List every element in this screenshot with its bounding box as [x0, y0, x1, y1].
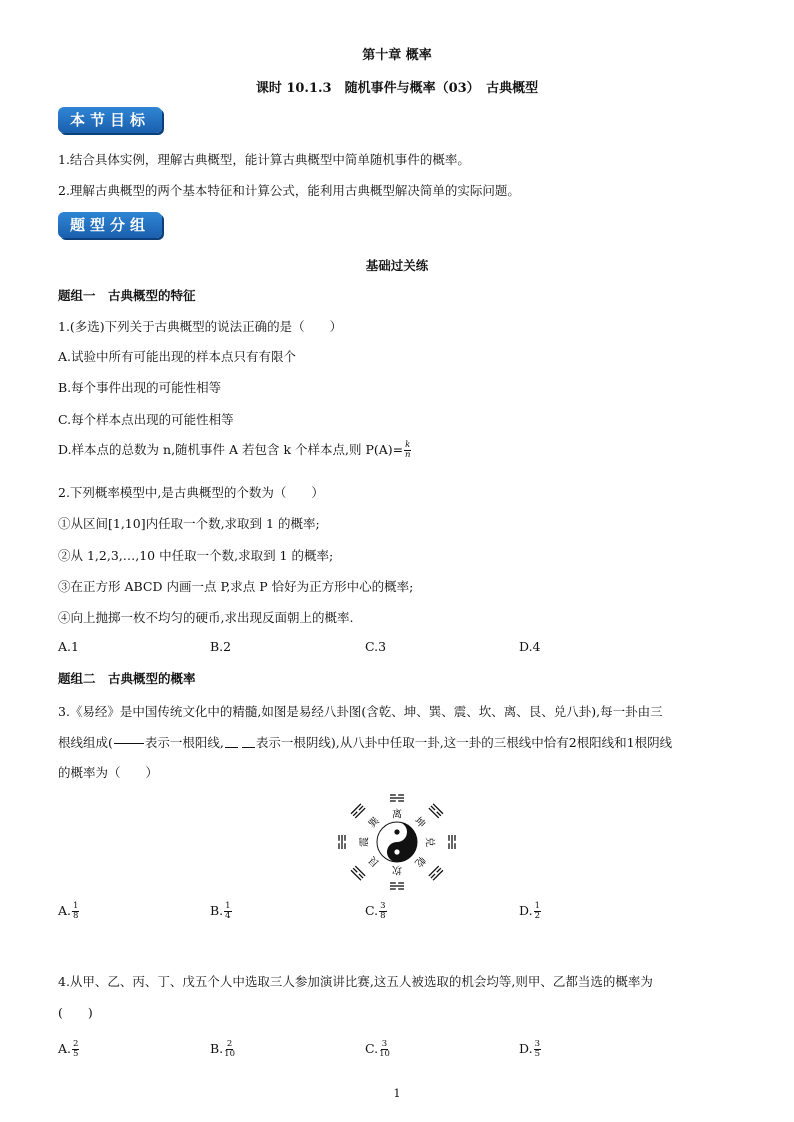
- list-item: ④向上抛掷一枚不均匀的硬币,求出现反面朝上的概率.: [58, 610, 354, 625]
- trigram-name: 坤: [412, 815, 428, 831]
- option-b: [210, 1040, 235, 1059]
- fraction-denominator: 8: [380, 911, 386, 921]
- fraction-numerator: 2: [226, 1039, 233, 1049]
- fraction-denominator: 5: [534, 1049, 540, 1059]
- fraction: [534, 902, 541, 921]
- trigram-mark: [351, 866, 365, 880]
- fraction: [224, 1040, 235, 1059]
- trigram-mark: [351, 804, 365, 818]
- stem-text: 表示一根阴线),从八卦中任取一卦,这一卦的三根线中恰有2根阳线和1根阴线: [255, 735, 673, 750]
- fraction-denominator: 10: [224, 1049, 235, 1059]
- list-item: ①从区间[1,10]内任取一个数,求取到 1 的概率;: [58, 516, 320, 531]
- option-a: A.试验中所有可能出现的样本点只有有限个: [58, 349, 297, 364]
- trigram-name: 震: [359, 837, 371, 847]
- stem-text: 表示一根阳线,: [144, 735, 224, 750]
- option-label: C.: [365, 1041, 379, 1056]
- option-d: D.4: [519, 639, 541, 654]
- list-item: ②从 1,2,3,…,10 中任取一个数,求取到 1 的概率;: [58, 548, 334, 563]
- trigram-mark: [390, 795, 404, 801]
- fraction: [404, 441, 411, 460]
- trigram-name: 巽: [366, 815, 382, 831]
- fraction-numerator: 3: [381, 1039, 388, 1049]
- fraction-numerator: 1: [225, 901, 231, 911]
- option-c: [365, 1040, 390, 1059]
- fraction: [534, 1040, 541, 1059]
- option-label: D.: [519, 903, 533, 918]
- question-stem: 1.(多选)下列关于古典概型的说法正确的是（ ）: [58, 319, 343, 334]
- group-title: 题组二 古典概型的概率: [58, 671, 196, 686]
- fraction-denominator: 8: [73, 911, 79, 921]
- question-stem-line: [58, 733, 672, 751]
- trigram-mark: [429, 866, 443, 880]
- fraction: [379, 902, 386, 921]
- fraction-numerator: 3: [534, 1039, 540, 1049]
- fraction: [72, 1040, 79, 1059]
- trigram-name: 艮: [366, 853, 382, 869]
- trigram-mark: [429, 804, 443, 818]
- fraction: [72, 902, 79, 921]
- fraction: [379, 1040, 390, 1059]
- option-label: B.: [210, 903, 224, 918]
- fraction-denominator: 4: [225, 911, 231, 921]
- question-stem: 3.《易经》是中国传统文化中的精髓,如图是易经八卦图(含乾、坤、巽、震、坎、离、艮、兑八卦),每一卦由三: [58, 704, 663, 719]
- question-stem-line: ( ): [58, 1005, 93, 1020]
- question-stem: 2.下列概率模型中,是古典概型的个数为（ ）: [58, 485, 324, 500]
- trigram-name: 兑: [423, 837, 435, 847]
- option-label: B.: [210, 1041, 224, 1056]
- section-title: 基础过关练: [365, 258, 429, 273]
- question-stem-line: 的概率为（ ）: [58, 765, 159, 780]
- fraction-numerator: 1: [73, 901, 79, 911]
- option-d: [519, 1040, 541, 1059]
- yin-yang-icon: [377, 822, 417, 862]
- option-d: [519, 902, 541, 921]
- trigram-name: 乾: [412, 853, 428, 869]
- fraction-denominator: 5: [73, 1049, 79, 1059]
- fraction-numerator: 2: [73, 1039, 79, 1049]
- bagua-diagram: [330, 788, 464, 896]
- option-label: D.: [519, 1041, 533, 1056]
- option-b: [210, 902, 232, 921]
- fraction: [224, 902, 231, 921]
- fraction-numerator: k: [405, 440, 411, 450]
- option-a: [58, 1040, 79, 1059]
- option-a: [58, 902, 79, 921]
- trigram-name: 坎: [392, 863, 402, 875]
- option-label: A.: [58, 1041, 72, 1056]
- option-d: [58, 440, 411, 460]
- lesson-title: 课时 10.1.3 随机事件与概率（03） 古典概型: [255, 81, 539, 96]
- list-item: ③在正方形 ABCD 内画一点 P,求点 P 恰好为正方形中心的概率;: [58, 579, 414, 594]
- trigram-name: 离: [392, 809, 402, 821]
- fraction-numerator: 3: [380, 901, 386, 911]
- option-c: [365, 902, 387, 921]
- page-number: 1: [393, 1087, 401, 1100]
- option-c: C.每个样本点出现的可能性相等: [58, 412, 234, 427]
- option-d-text: D.样本点的总数为 n,随机事件 A 若包含 k 个样本点,则 P(A)=: [58, 442, 404, 457]
- fraction-numerator: 1: [534, 901, 540, 911]
- group-title: 题组一 古典概型的特征: [58, 288, 196, 303]
- option-a: A.1: [58, 639, 79, 654]
- fraction-denominator: 10: [379, 1049, 390, 1059]
- question-stem: 4.从甲、乙、丙、丁、戊五个人中选取三人参加演讲比赛,这五人被选取的机会均等,则甲、乙都当选的概率为: [58, 974, 653, 989]
- trigram-mark: [390, 883, 404, 889]
- trigram-mark: [339, 835, 345, 849]
- fraction-denominator: 2: [534, 911, 540, 921]
- section-badge-groups: 题型分组: [58, 212, 162, 238]
- option-b: B.每个事件出现的可能性相等: [58, 380, 222, 395]
- option-label: A.: [58, 903, 72, 918]
- stem-text: 根线组成(: [58, 735, 113, 750]
- option-label: C.: [365, 903, 379, 918]
- yin-line-icon: [225, 736, 255, 751]
- fraction-denominator: n: [404, 450, 411, 460]
- chapter-title: 第十章 概率: [362, 48, 432, 63]
- trigram-mark: [449, 835, 455, 849]
- goal-item: 1.结合具体实例，理解古典概型，能计算古典概型中简单随机事件的概率。: [58, 152, 470, 167]
- yang-line-icon: [114, 743, 144, 744]
- option-b: B.2: [210, 639, 232, 654]
- goal-item: 2.理解古典概型的两个基本特征和计算公式，能利用古典概型解决简单的实际问题。: [58, 183, 520, 198]
- option-c: C.3: [365, 639, 387, 654]
- section-badge-goals: 本节目标: [58, 107, 162, 133]
